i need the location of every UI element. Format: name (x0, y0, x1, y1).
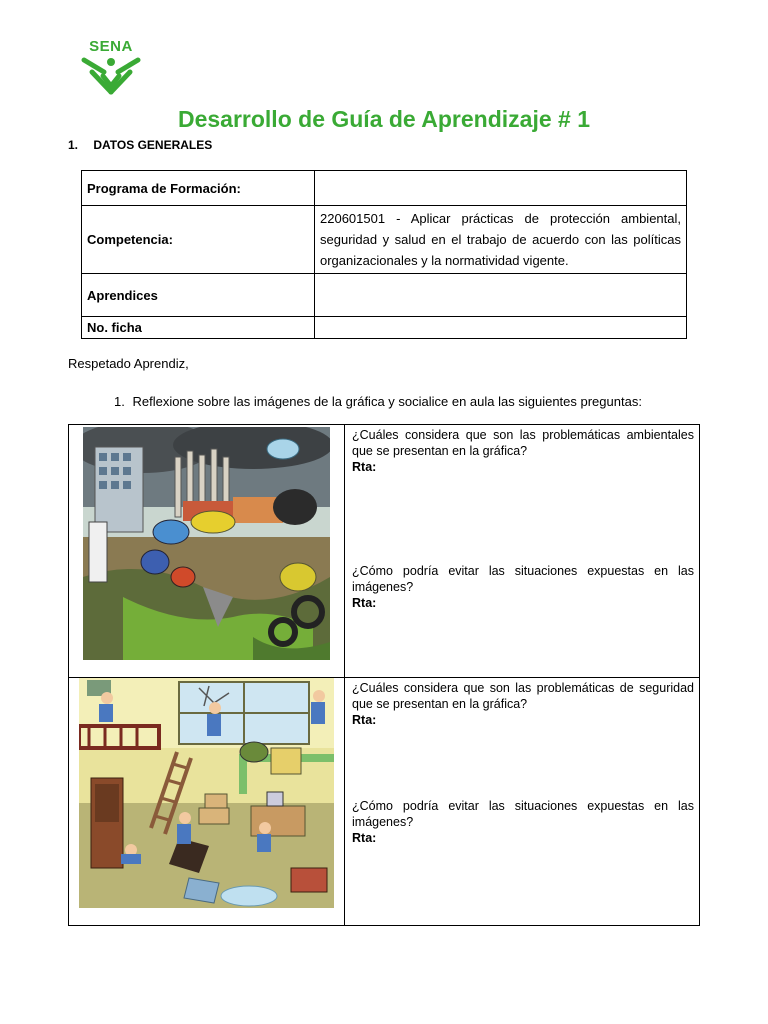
workplace-safety-hazards-illustration-icon (79, 678, 334, 908)
section-number: 1. (68, 138, 79, 152)
sena-figure-icon (78, 38, 144, 96)
general-data-table (81, 170, 687, 339)
greeting: Respetado Aprendiz, (68, 356, 189, 371)
question-text: ¿Cuáles considera que son las problemáticas de seguridad que se presentan en la gráfica? (352, 681, 694, 711)
answer-label: Rta: (352, 713, 377, 727)
table-row (82, 206, 687, 274)
question-text: ¿Cuáles considera que son las problemáticas ambientales que se presentan en la gráfica? (352, 428, 694, 458)
apprentices-field[interactable] (315, 274, 687, 317)
question-cell (352, 680, 694, 846)
environmental-pollution-illustration-icon (83, 427, 330, 660)
table-row (82, 317, 687, 339)
questions-table (68, 424, 700, 926)
ficha-field[interactable] (315, 317, 687, 339)
page-title: Desarrollo de Guía de Aprendizaje # 1 (177, 106, 590, 132)
image-cell (69, 425, 345, 677)
row-label: No. ficha (82, 317, 315, 339)
question-text: ¿Cómo podría evitar las situaciones expuestas en las imágenes? (352, 799, 694, 829)
instruction (114, 394, 642, 409)
section-heading (68, 138, 212, 152)
question-text: ¿Cómo podría evitar las situaciones expuestas en las imágenes? (352, 564, 694, 594)
program-field[interactable] (315, 171, 687, 206)
row-label: Competencia: (82, 206, 315, 274)
row-label: Programa de Formación: (82, 171, 315, 206)
competency-field[interactable]: 220601501 - Aplicar prácticas de protección ambiental, seguridad y salud en el trabajo de acuerdo con las políticas organizacionales y la normatividad vigente. (315, 206, 687, 274)
logo-text: SENA (89, 38, 133, 55)
row-label: Aprendices (82, 274, 315, 317)
question-row (69, 678, 699, 925)
instruction-text: Reflexione sobre las imágenes de la gráfica y socialice en aula las siguientes preguntas: (132, 394, 642, 409)
table-row (82, 171, 687, 206)
section-heading-text: DATOS GENERALES (93, 138, 213, 152)
table-row (82, 274, 687, 317)
question-row (69, 425, 699, 678)
answer-label: Rta: (352, 460, 377, 474)
answer-label: Rta: (352, 831, 377, 845)
image-cell (69, 678, 345, 925)
sena-logo (78, 38, 144, 96)
instruction-number: 1. (114, 394, 125, 409)
question-cell (352, 427, 694, 611)
answer-label: Rta: (352, 596, 377, 610)
